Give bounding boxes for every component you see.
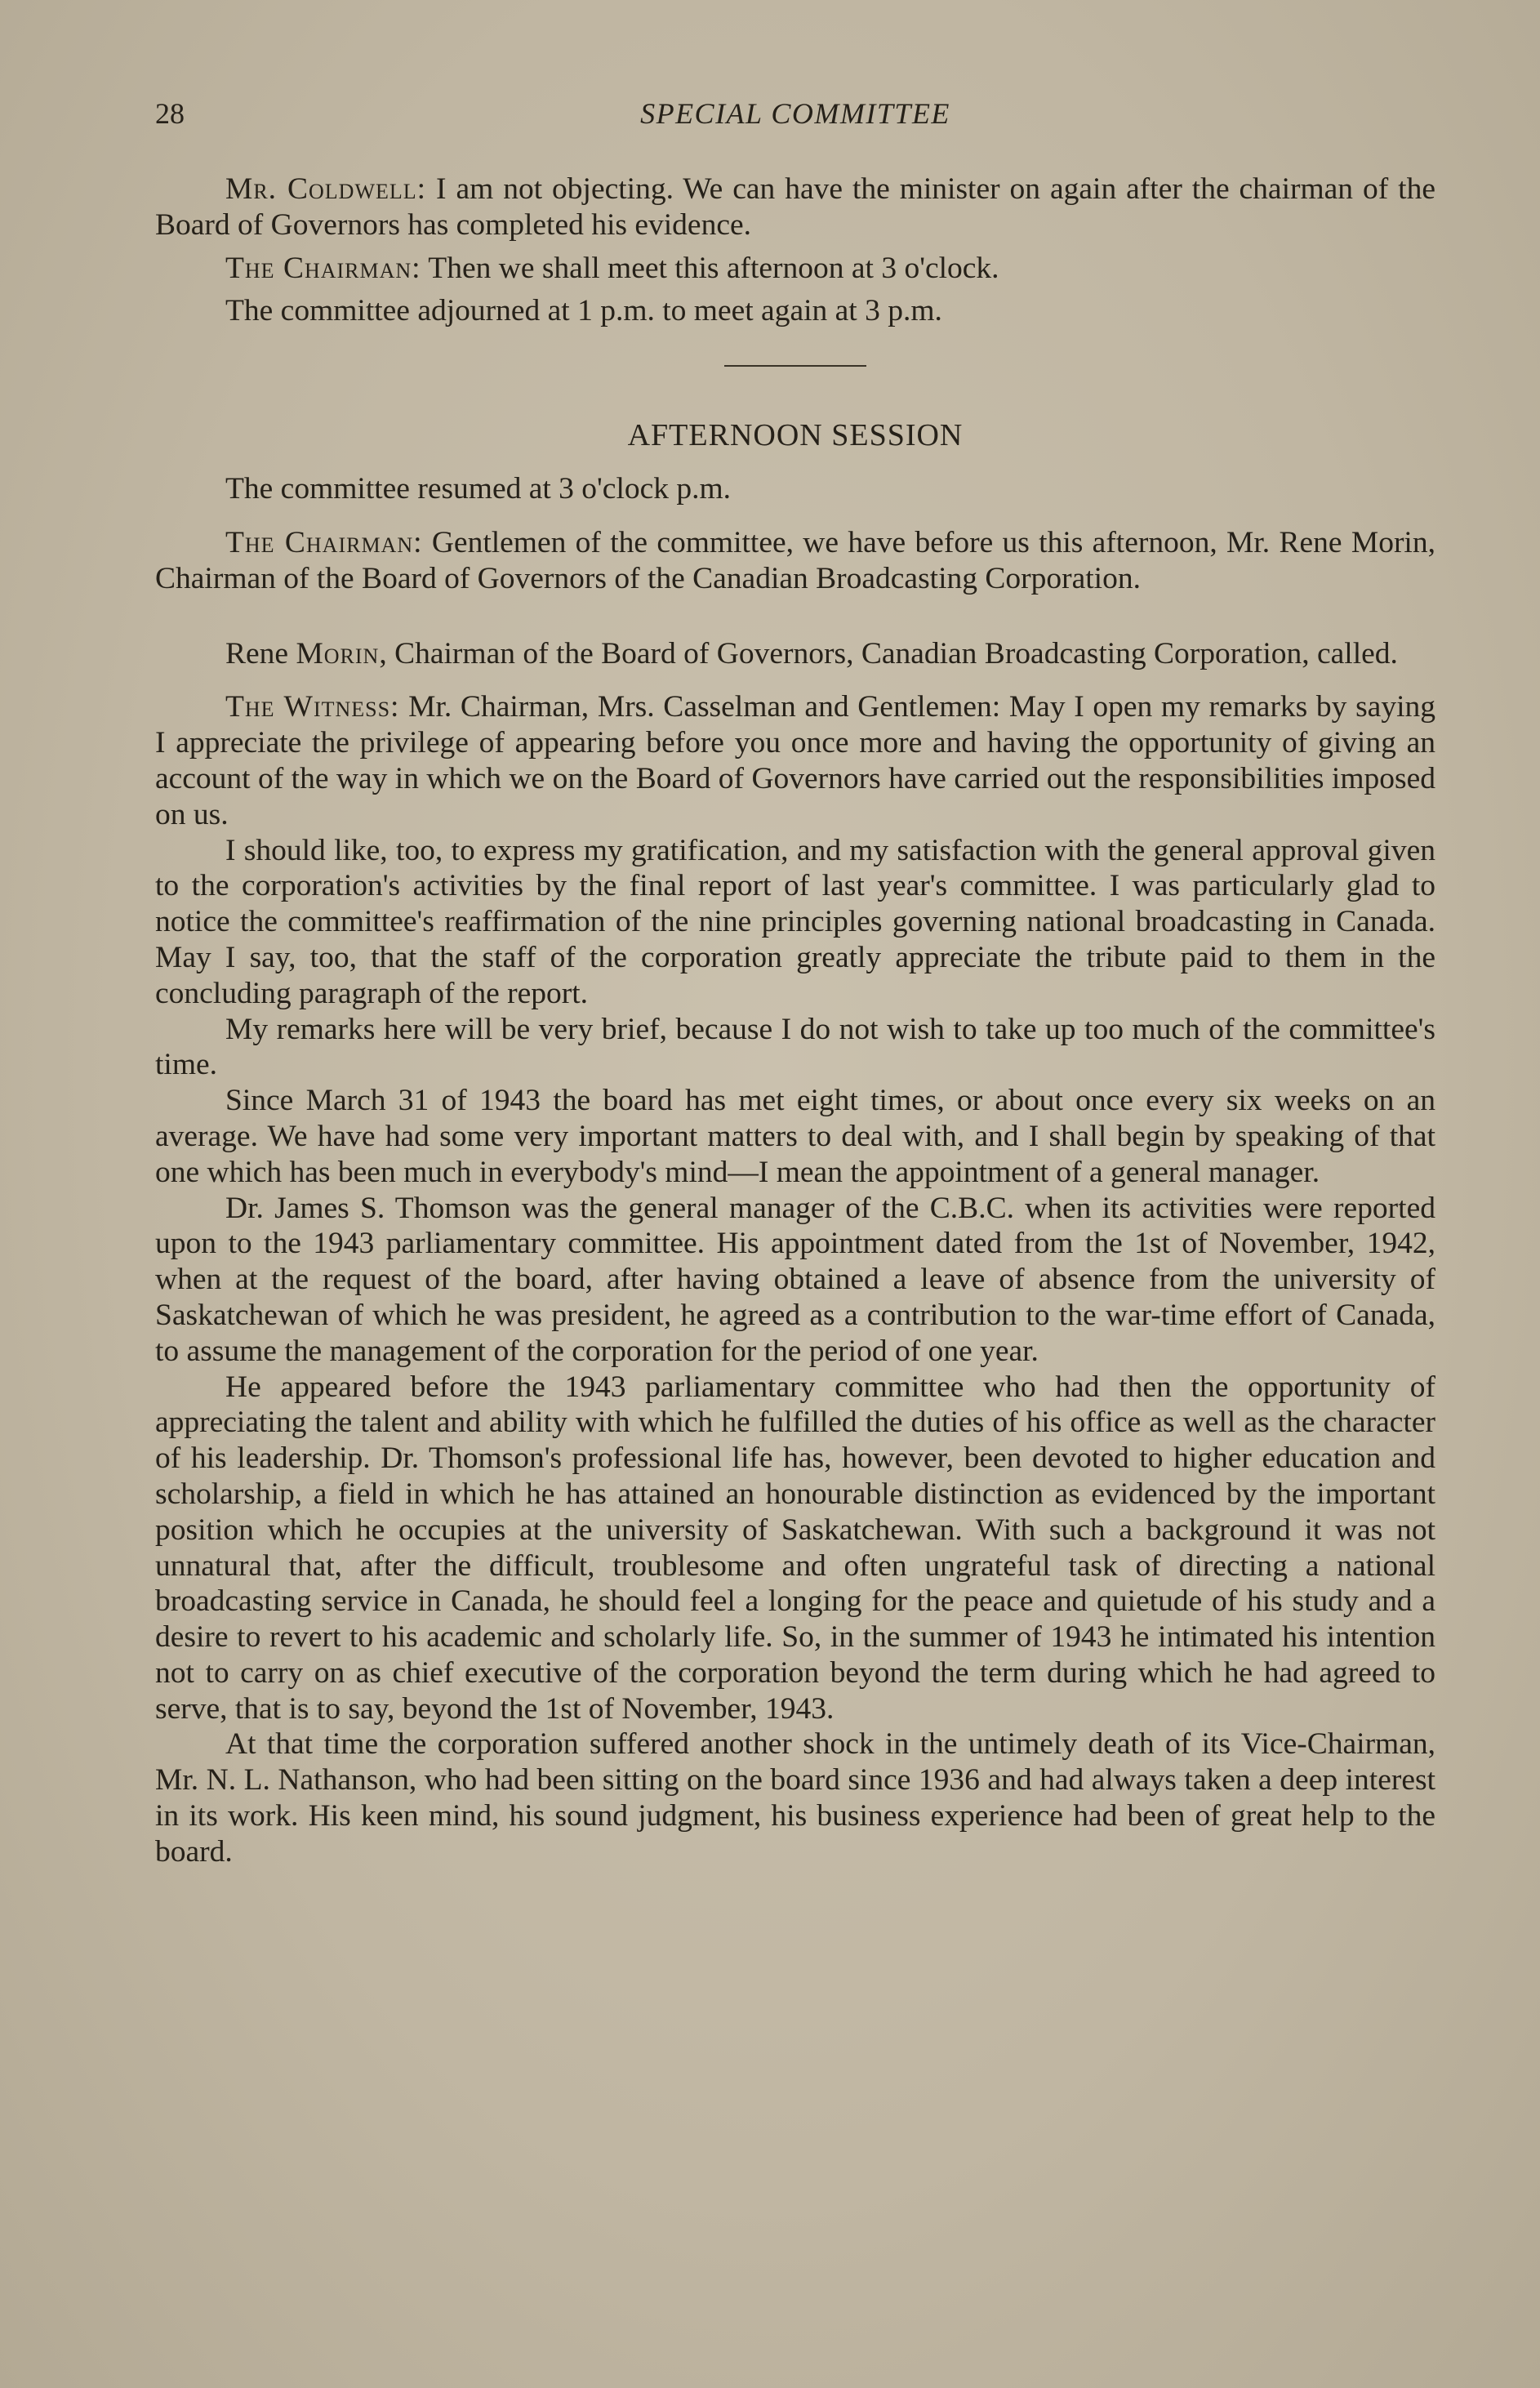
paragraph-text: Mr. Chairman, Mrs. Casselman and Gentlemen: May I open my remarks by saying I appreciate the privilege of appearing before you once more and having the opportunity of giving an account of the way in which we on the Board of Governors have carried out the responsibilities imposed on us. xyxy=(155,690,1435,831)
running-head: SPECIAL COMMITTEE xyxy=(640,97,950,130)
paragraph-thomson-leadership: He appeared before the 1943 parliamentary committee who had then the opportunity of appreciating the talent and ability with which he fulfilled the duties of his office as well as the character of his leadership. Dr. Thomson's professional life has, however, been devoted to higher education and scholarship, a field in which he has attained an honourable distinction as evidenced by the important position which he occupies at the university of Saskatchewan. With such a background it was not unnatural that, after the difficult, troublesome and often ungrateful task of directing a national broadcasting service in Canada, he should feel a longing for the peace and quietude of his study and a desire to revert to his academic and scholarly life. So, in the summer of 1943 he intimated his intention not to carry on as chief executive of the corporation beyond the term during which he had agreed to serve, that is to say, beyond the 1st of November, 1943. xyxy=(155,1370,1435,1726)
paragraph-witness-called xyxy=(155,636,1435,672)
paragraph-text: I am not objecting. We can have the minister on again after the chairman of the Board of Governors has completed his evidence. xyxy=(155,172,1435,242)
paragraph-board-meetings: Since March 31 of 1943 the board has met eight times, or about once every six weeks on an average. We have had some very important matters to deal with, and I shall begin by speaking of that one which has been much in everybody's mind—I mean the appointment of a general manager. xyxy=(155,1084,1435,1189)
paragraph-witness-opening xyxy=(155,689,1435,832)
paragraph-chairman-adjourn xyxy=(155,251,1435,287)
paragraph-text: Then we shall meet this afternoon at 3 o'clock. xyxy=(421,251,999,285)
speaker-name: The Witness: xyxy=(225,690,400,724)
paragraph-text: , Chairman of the Board of Governors, Canadian Broadcasting Corporation, called. xyxy=(379,636,1398,671)
paragraph-chairman-intro xyxy=(155,525,1435,597)
section-heading: AFTERNOON SESSION xyxy=(627,418,964,453)
page-header xyxy=(155,96,1435,145)
paragraph-nathanson: At that time the corporation suffered another shock in the untimely death of its Vice-Chairman, Mr. N. L. Nathanson, who had been sitting on the board since 1936 and had always taken a deep interest in its work. His keen mind, his sound judgment, his business experience had been of great help to the board. xyxy=(155,1727,1435,1869)
paragraph-brief-remarks: My remarks here will be very brief, because I do not wish to take up too much of the committee's time. xyxy=(155,1012,1435,1082)
witness-last-name: Morin xyxy=(296,636,380,671)
paragraph-gratification: I should like, too, to express my gratification, and my satisfaction with the general approval given to the corporation's activities by the final report of last year's committee. I was particularly glad to notice the committee's reaffirmation of the nine principles governing national broadcasting in Canada. May I say, too, that the staff of the corporation greatly appreciate the tribute paid to them in the concluding paragraph of the report. xyxy=(155,833,1435,1010)
page-number: 28 xyxy=(155,97,185,130)
witness-first-name: Rene xyxy=(225,636,296,671)
paragraph-text: Gentlemen of the committee, we have before us this afternoon, Mr. Rene Morin, Chairman of the Board of Governors of the Canadian Broadcasting Corporation. xyxy=(155,525,1435,595)
document-page xyxy=(155,96,1435,1870)
paragraph-coldwell xyxy=(155,172,1435,243)
speaker-name: The Chairman: xyxy=(225,525,423,559)
paragraph-resumed: The committee resumed at 3 o'clock p.m. xyxy=(225,472,732,506)
paragraph-thomson-appointment: Dr. James S. Thomson was the general manager of the C.B.C. when its activities were reported upon to the 1943 parliamentary committee. His appointment dated from the 1st of November, 1942, when at the request of the board, after having obtained a leave of absence from the university of Saskatchewan of which he was president, he agreed as a contribution to the war-time effort of Canada, to assume the management of the corporation for the period of one year. xyxy=(155,1191,1435,1368)
section-divider xyxy=(724,365,866,367)
paragraph-adjourned: The committee adjourned at 1 p.m. to meet again at 3 p.m. xyxy=(225,294,942,328)
speaker-name: Mr. Coldwell: xyxy=(225,172,427,206)
speaker-name: The Chairman: xyxy=(225,251,421,285)
